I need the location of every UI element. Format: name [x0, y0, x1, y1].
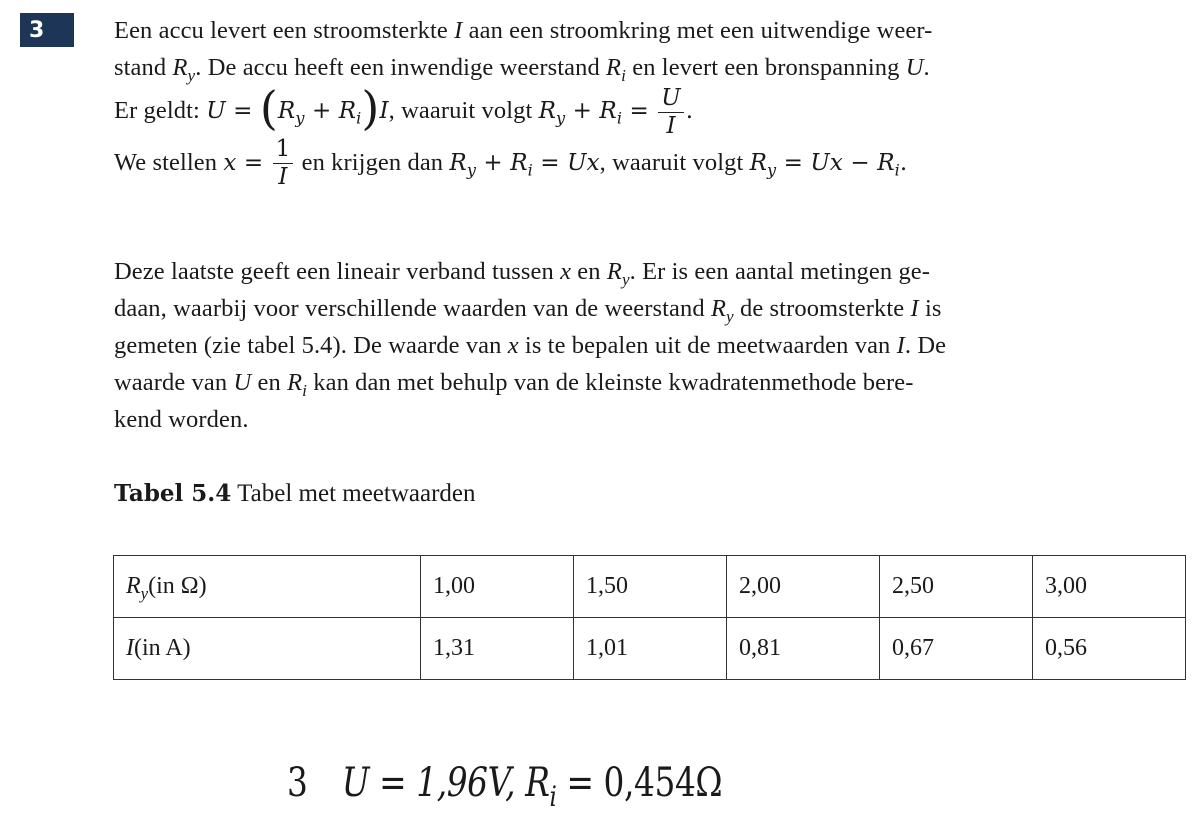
- caption-text: Tabel met meetwaarden: [237, 480, 476, 507]
- table-cell: 3,00: [1033, 556, 1186, 618]
- answer-resistance-symbol: R: [525, 760, 550, 806]
- answer-resistance-value: = 0,454Ω: [556, 760, 723, 806]
- body-line-3: gemeten (zie tabel 5.4). De waarde van x is te bepalen uit de meetwaarden van I. De: [114, 332, 947, 359]
- row-header-resistance: $R_y(in$ Ω): [114, 556, 421, 618]
- body-paragraph: [114, 253, 1184, 438]
- intro-line-3: Er geldt: $U = (R_y + R_i)I$, waaruit volgt $R_y + R_i$ = $\frac{U}{I}$ .: [114, 81, 694, 139]
- caption-label: Tabel 5.4: [114, 480, 232, 507]
- intro-line-4: We stellen x = $\frac{1}{I}$ en krijgen dan $R_y + R_i = Ux$, waaruit volgt $R_y = Ux - R_i$.: [114, 136, 908, 190]
- intro-line-2: stand $R_y$. De accu heeft een inwendige weerstand $R_i$ en levert een bronspanning U.: [114, 54, 930, 85]
- table-cell: 2,50: [880, 556, 1033, 618]
- table-cell: 1,31: [421, 618, 574, 680]
- body-line-5: kend worden.: [114, 406, 249, 433]
- answer-voltage: U = 1,96V,: [341, 760, 526, 806]
- table-row-resistance: [114, 556, 1186, 618]
- table-cell: 1,50: [574, 556, 727, 618]
- intro-line-1: Een accu levert een stroomsterkte I aan een stroomkring met een uitwendige weer-: [114, 17, 933, 44]
- table-row-current: [114, 618, 1186, 680]
- table-cell: 0,67: [880, 618, 1033, 680]
- table-cell: 0,81: [727, 618, 880, 680]
- body-line-4: waarde van U en $R_i$ kan dan met behulp van de kleinste kwadratenmethode bere-: [114, 369, 914, 400]
- fraction-u-over-i: $\frac{U}{I}$: [658, 87, 683, 138]
- fraction-one-over-i: $\frac{1}{I}$: [273, 138, 294, 189]
- table-cell: 0,56: [1033, 618, 1186, 680]
- table-cell: 1,01: [574, 618, 727, 680]
- table-cell: 2,00: [727, 556, 880, 618]
- table-caption: [114, 480, 476, 508]
- answer-resistance-sub: i: [549, 779, 557, 813]
- intro-paragraph: [114, 12, 1184, 189]
- answer-line: [287, 760, 723, 813]
- body-line-1: Deze laatste geeft een lineair verband tussen x en $R_y$. Er is een aantal metingen ge-: [114, 258, 931, 289]
- answer-number: 3: [287, 760, 308, 806]
- exercise-number: 3: [29, 17, 45, 43]
- exercise-number-badge: [20, 13, 74, 47]
- table-cell: 1,00: [421, 556, 574, 618]
- measurement-table: [113, 555, 1186, 680]
- body-line-2: daan, waarbij voor verschillende waarden van de weerstand $R_y$ de stroomsterkte I is: [114, 295, 942, 326]
- row-header-current: I(in A): [114, 618, 421, 680]
